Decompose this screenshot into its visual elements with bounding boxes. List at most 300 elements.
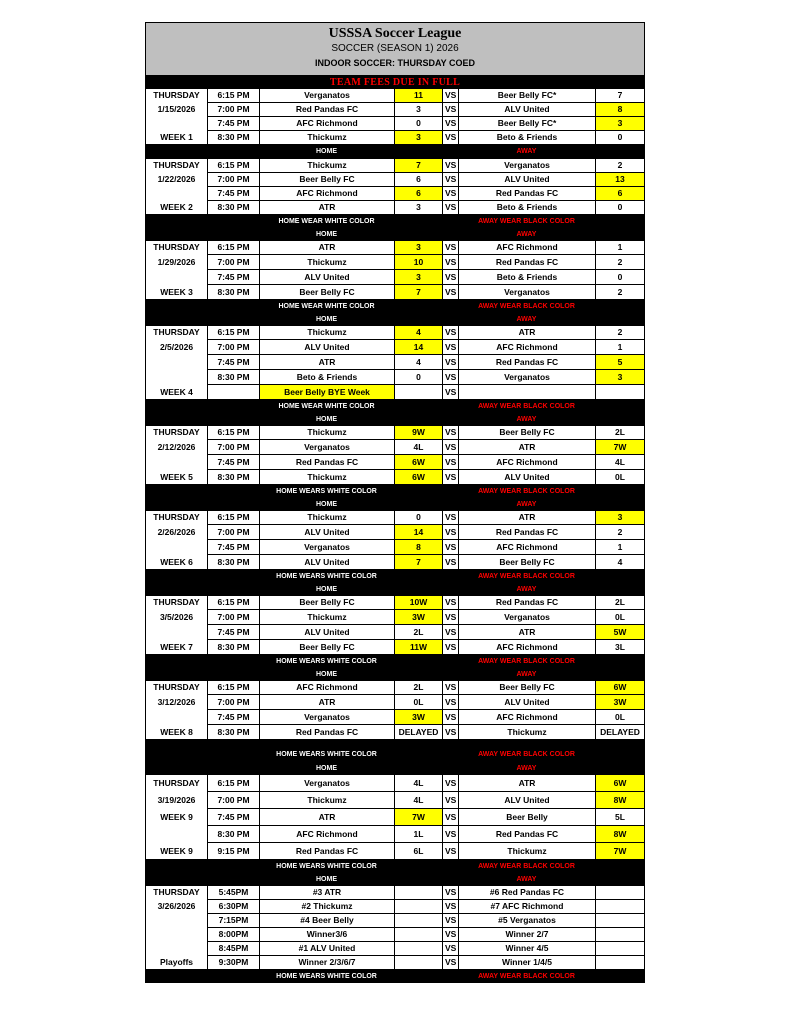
vs-label: VS (442, 370, 458, 385)
vs-label: VS (442, 942, 458, 956)
home-team: ALV United (259, 625, 394, 640)
band-spacer (442, 873, 458, 886)
away-team: Winner 4/5 (458, 942, 595, 956)
band-spacer (394, 873, 442, 886)
game-row (145, 826, 645, 843)
band-spacer (145, 570, 207, 583)
vs-label: VS (442, 385, 458, 400)
game-time: 7:45 PM (207, 710, 259, 725)
away-team: Beer Belly (458, 809, 595, 826)
week-label: Playoffs (145, 956, 207, 970)
home-score: 4L (394, 792, 442, 809)
vs-label: VS (442, 710, 458, 725)
band-spacer (394, 300, 442, 313)
game-date: 2/12/2026 (145, 440, 207, 455)
game-day: THURSDAY (145, 241, 207, 255)
game-date: 1/22/2026 (145, 173, 207, 187)
vs-label: VS (442, 956, 458, 970)
vs-label: VS (442, 525, 458, 540)
away-team: Thickumz (458, 843, 595, 860)
away-color-note: AWAY WEAR BLACK COLOR (458, 570, 595, 583)
band-spacer (145, 313, 207, 326)
away-score: 6W (595, 775, 645, 792)
game-time: 6:15 PM (207, 326, 259, 340)
vs-label: VS (442, 117, 458, 131)
season-subtitle: SOCCER (SEASON 1) 2026 (331, 43, 459, 54)
home-team: Beer Belly FC (259, 285, 394, 300)
away-score (595, 956, 645, 970)
vs-label: VS (442, 886, 458, 900)
home-team: Red Pandas FC (259, 843, 394, 860)
away-score: 8 (595, 103, 645, 117)
home-label: HOME (259, 498, 394, 511)
band-spacer (394, 498, 442, 511)
vs-label: VS (442, 843, 458, 860)
game-row (145, 355, 645, 370)
band-spacer (145, 413, 207, 426)
band-spacer (394, 668, 442, 681)
home-label: HOME (259, 313, 394, 326)
vs-label: VS (442, 826, 458, 843)
week-label: WEEK 3 (145, 285, 207, 300)
band-spacer (442, 498, 458, 511)
away-label: AWAY (458, 873, 595, 886)
home-color-note: HOME WEAR WHITE COLOR (259, 400, 394, 413)
home-team: AFC Richmond (259, 826, 394, 843)
away-score: 3 (595, 117, 645, 131)
game-row (145, 625, 645, 640)
away-team: ALV United (458, 470, 595, 485)
game-time: 8:30 PM (207, 640, 259, 655)
away-team: Red Pandas FC (458, 525, 595, 540)
color-band (145, 740, 645, 762)
band-spacer (207, 970, 259, 983)
away-team: AFC Richmond (458, 640, 595, 655)
game-row (145, 255, 645, 270)
game-time: 9:15 PM (207, 843, 259, 860)
game-time: 8:30 PM (207, 131, 259, 145)
home-away-band (145, 762, 645, 775)
away-team: Verganatos (458, 610, 595, 625)
band-spacer (145, 762, 207, 775)
home-score (394, 942, 442, 956)
vs-label: VS (442, 159, 458, 173)
band-spacer (442, 668, 458, 681)
band-spacer (145, 215, 207, 228)
away-team: Winner 2/7 (458, 928, 595, 942)
away-color-note: AWAY WEAR BLACK COLOR (458, 485, 595, 498)
home-score: 2L (394, 625, 442, 640)
away-score (595, 914, 645, 928)
home-team: Thickumz (259, 326, 394, 340)
home-label: HOME (259, 145, 394, 159)
game-day: THURSDAY (145, 326, 207, 340)
schedule-table (145, 89, 645, 983)
band-spacer (442, 570, 458, 583)
band-spacer (207, 498, 259, 511)
away-team: Winner 1/4/5 (458, 956, 595, 970)
away-team: #7 AFC Richmond (458, 900, 595, 914)
away-score: 5W (595, 625, 645, 640)
away-team: Beer Belly FC (458, 555, 595, 570)
home-team: Thickumz (259, 610, 394, 625)
vs-label: VS (442, 455, 458, 470)
week-spacer (145, 928, 207, 942)
game-time: 6:15 PM (207, 511, 259, 525)
home-score: 10 (394, 255, 442, 270)
away-color-note: AWAY WEAR BLACK COLOR (458, 655, 595, 668)
game-time (207, 385, 259, 400)
week-label: WEEK 2 (145, 201, 207, 215)
game-time: 7:00 PM (207, 340, 259, 355)
home-team: ATR (259, 355, 394, 370)
home-team: Verganatos (259, 775, 394, 792)
game-time: 7:45 PM (207, 540, 259, 555)
week-label: WEEK 9 (145, 843, 207, 860)
vs-label: VS (442, 610, 458, 625)
vs-label: VS (442, 103, 458, 117)
home-team: Thickumz (259, 131, 394, 145)
band-spacer (595, 668, 645, 681)
band-spacer (442, 970, 458, 983)
home-team: Verganatos (259, 710, 394, 725)
home-score: 3 (394, 241, 442, 255)
band-spacer (595, 300, 645, 313)
away-score (595, 928, 645, 942)
color-band (145, 400, 645, 413)
home-score (394, 385, 442, 400)
home-team: Winner3/6 (259, 928, 394, 942)
game-row (145, 640, 645, 655)
game-date: 1/15/2026 (145, 103, 207, 117)
band-spacer (595, 485, 645, 498)
home-score: 0 (394, 511, 442, 525)
week-spacer (145, 914, 207, 928)
away-score: 13 (595, 173, 645, 187)
game-time: 6:15 PM (207, 89, 259, 103)
away-score: 2L (595, 596, 645, 610)
game-time: 8:30 PM (207, 201, 259, 215)
away-score: 1 (595, 241, 645, 255)
band-spacer (145, 860, 207, 873)
game-time: 7:00 PM (207, 440, 259, 455)
game-day: THURSDAY (145, 886, 207, 900)
home-color-note: HOME WEARS WHITE COLOR (259, 655, 394, 668)
away-team: ATR (458, 511, 595, 525)
schedule-header (145, 22, 645, 76)
band-spacer (442, 215, 458, 228)
home-score (394, 914, 442, 928)
home-team: ALV United (259, 525, 394, 540)
away-team: Verganatos (458, 159, 595, 173)
game-row (145, 555, 645, 570)
home-team: Red Pandas FC (259, 455, 394, 470)
game-row (145, 385, 645, 400)
away-score (595, 886, 645, 900)
game-time: 6:15 PM (207, 596, 259, 610)
away-label: AWAY (458, 668, 595, 681)
week-label: WEEK 4 (145, 385, 207, 400)
game-time: 7:45 PM (207, 809, 259, 826)
home-score: 4L (394, 440, 442, 455)
game-time: 8:30 PM (207, 470, 259, 485)
home-color-note: HOME WEARS WHITE COLOR (259, 570, 394, 583)
home-color-note: HOME WEARS WHITE COLOR (259, 485, 394, 498)
home-away-band (145, 498, 645, 511)
home-score: 6 (394, 187, 442, 201)
vs-label: VS (442, 809, 458, 826)
band-spacer (442, 762, 458, 775)
home-team: #2 Thickumz (259, 900, 394, 914)
week-spacer (145, 455, 207, 470)
home-team: Beer Belly BYE Week (259, 385, 394, 400)
game-row (145, 117, 645, 131)
away-score: 6 (595, 187, 645, 201)
away-score: 2 (595, 285, 645, 300)
game-day: THURSDAY (145, 159, 207, 173)
game-row (145, 159, 645, 173)
away-label: AWAY (458, 498, 595, 511)
away-team: Beer Belly FC* (458, 89, 595, 103)
band-spacer (595, 740, 645, 762)
game-row (145, 187, 645, 201)
band-spacer (394, 313, 442, 326)
game-time: 8:30 PM (207, 725, 259, 740)
band-spacer (394, 215, 442, 228)
band-spacer (207, 300, 259, 313)
game-row (145, 956, 645, 970)
home-label: HOME (259, 228, 394, 241)
band-spacer (145, 740, 207, 762)
band-spacer (145, 498, 207, 511)
band-spacer (394, 655, 442, 668)
game-time: 7:45 PM (207, 187, 259, 201)
away-label: AWAY (458, 762, 595, 775)
band-spacer (394, 970, 442, 983)
away-team: AFC Richmond (458, 710, 595, 725)
game-time: 6:15 PM (207, 241, 259, 255)
away-color-note: AWAY WEAR BLACK COLOR (458, 740, 595, 762)
away-score: 2L (595, 426, 645, 440)
away-label: AWAY (458, 313, 595, 326)
band-spacer (207, 145, 259, 159)
home-team: Red Pandas FC (259, 725, 394, 740)
color-band (145, 655, 645, 668)
game-time: 6:15 PM (207, 159, 259, 173)
away-label: AWAY (458, 583, 595, 596)
vs-label: VS (442, 440, 458, 455)
week-spacer (145, 540, 207, 555)
home-team: Verganatos (259, 540, 394, 555)
week-spacer (145, 270, 207, 285)
game-time: 8:45PM (207, 942, 259, 956)
home-score: 6W (394, 455, 442, 470)
band-spacer (595, 970, 645, 983)
vs-label: VS (442, 355, 458, 370)
game-day: THURSDAY (145, 775, 207, 792)
home-away-band (145, 583, 645, 596)
home-away-band (145, 413, 645, 426)
game-time: 7:00 PM (207, 610, 259, 625)
game-row (145, 681, 645, 695)
band-spacer (207, 668, 259, 681)
away-team: Beer Belly FC* (458, 117, 595, 131)
away-team: Red Pandas FC (458, 187, 595, 201)
away-score: 0 (595, 201, 645, 215)
band-spacer (595, 145, 645, 159)
away-score: 0 (595, 131, 645, 145)
band-spacer (207, 313, 259, 326)
home-team: ATR (259, 241, 394, 255)
fees-banner: TEAM FEES DUE IN FULL (145, 76, 645, 89)
away-score: 0L (595, 710, 645, 725)
home-score: 11W (394, 640, 442, 655)
game-day: THURSDAY (145, 511, 207, 525)
home-team: ALV United (259, 555, 394, 570)
home-score: 1L (394, 826, 442, 843)
home-label: HOME (259, 668, 394, 681)
week-spacer (145, 625, 207, 640)
game-time: 6:15 PM (207, 775, 259, 792)
band-spacer (595, 498, 645, 511)
home-color-note: HOME WEARS WHITE COLOR (259, 970, 394, 983)
band-spacer (394, 485, 442, 498)
away-team: ALV United (458, 103, 595, 117)
away-score: 2 (595, 525, 645, 540)
band-spacer (207, 228, 259, 241)
home-team: Thickumz (259, 426, 394, 440)
away-team: AFC Richmond (458, 455, 595, 470)
game-time: 7:45 PM (207, 117, 259, 131)
band-spacer (595, 860, 645, 873)
game-row (145, 470, 645, 485)
away-team: Thickumz (458, 725, 595, 740)
color-band (145, 215, 645, 228)
away-color-note: AWAY WEAR BLACK COLOR (458, 215, 595, 228)
game-row (145, 370, 645, 385)
game-row (145, 610, 645, 625)
home-color-note: HOME WEARS WHITE COLOR (259, 740, 394, 762)
vs-label: VS (442, 555, 458, 570)
home-label: HOME (259, 762, 394, 775)
band-spacer (145, 970, 207, 983)
week-spacer (145, 187, 207, 201)
game-row (145, 928, 645, 942)
game-row (145, 326, 645, 340)
home-score: 2L (394, 681, 442, 695)
away-score: 8W (595, 826, 645, 843)
game-date: 3/19/2026 (145, 792, 207, 809)
game-time: 8:30 PM (207, 555, 259, 570)
band-spacer (595, 655, 645, 668)
home-score (394, 928, 442, 942)
game-time: 7:00 PM (207, 695, 259, 710)
game-date: 3/26/2026 (145, 900, 207, 914)
away-score: 2 (595, 159, 645, 173)
home-score: 3 (394, 201, 442, 215)
home-team: Verganatos (259, 440, 394, 455)
band-spacer (595, 570, 645, 583)
away-team: AFC Richmond (458, 540, 595, 555)
game-time: 5:45PM (207, 886, 259, 900)
away-team: AFC Richmond (458, 241, 595, 255)
band-spacer (145, 145, 207, 159)
band-spacer (394, 228, 442, 241)
band-spacer (595, 413, 645, 426)
vs-label: VS (442, 241, 458, 255)
away-score: 0L (595, 610, 645, 625)
band-spacer (145, 873, 207, 886)
game-time: 6:15 PM (207, 426, 259, 440)
away-score: 0 (595, 270, 645, 285)
away-team: Verganatos (458, 285, 595, 300)
band-spacer (394, 413, 442, 426)
home-team: Beto & Friends (259, 370, 394, 385)
band-spacer (394, 583, 442, 596)
game-row (145, 725, 645, 740)
home-score: 8 (394, 540, 442, 555)
home-score: DELAYED (394, 725, 442, 740)
game-day: THURSDAY (145, 681, 207, 695)
away-team: ATR (458, 440, 595, 455)
band-spacer (595, 400, 645, 413)
home-score: 3W (394, 710, 442, 725)
vs-label: VS (442, 511, 458, 525)
home-score: 7 (394, 285, 442, 300)
band-spacer (442, 583, 458, 596)
band-spacer (207, 400, 259, 413)
band-spacer (442, 860, 458, 873)
game-date: 3/12/2026 (145, 695, 207, 710)
vs-label: VS (442, 792, 458, 809)
game-time: 7:00 PM (207, 103, 259, 117)
home-score: 10W (394, 596, 442, 610)
home-score (394, 886, 442, 900)
game-day: THURSDAY (145, 89, 207, 103)
game-day: THURSDAY (145, 426, 207, 440)
away-score: 2 (595, 326, 645, 340)
band-spacer (145, 655, 207, 668)
band-spacer (207, 583, 259, 596)
band-spacer (595, 313, 645, 326)
home-score: 3 (394, 103, 442, 117)
away-score: 0L (595, 470, 645, 485)
game-row (145, 285, 645, 300)
home-team: Beer Belly FC (259, 596, 394, 610)
league-title: USSSA Soccer League (328, 26, 462, 41)
game-row (145, 540, 645, 555)
home-score: 14 (394, 525, 442, 540)
home-score: 6W (394, 470, 442, 485)
game-time: 7:00 PM (207, 525, 259, 540)
home-score: 3 (394, 131, 442, 145)
band-spacer (442, 313, 458, 326)
home-color-note: HOME WEAR WHITE COLOR (259, 215, 394, 228)
game-row (145, 173, 645, 187)
color-band (145, 485, 645, 498)
band-spacer (145, 400, 207, 413)
band-spacer (595, 228, 645, 241)
away-team: #5 Verganatos (458, 914, 595, 928)
week-label: WEEK 9 (145, 809, 207, 826)
away-team: Red Pandas FC (458, 355, 595, 370)
vs-label: VS (442, 540, 458, 555)
away-score: 3W (595, 695, 645, 710)
game-time: 7:15PM (207, 914, 259, 928)
home-score: 4 (394, 326, 442, 340)
home-score: 11 (394, 89, 442, 103)
week-spacer (145, 370, 207, 385)
